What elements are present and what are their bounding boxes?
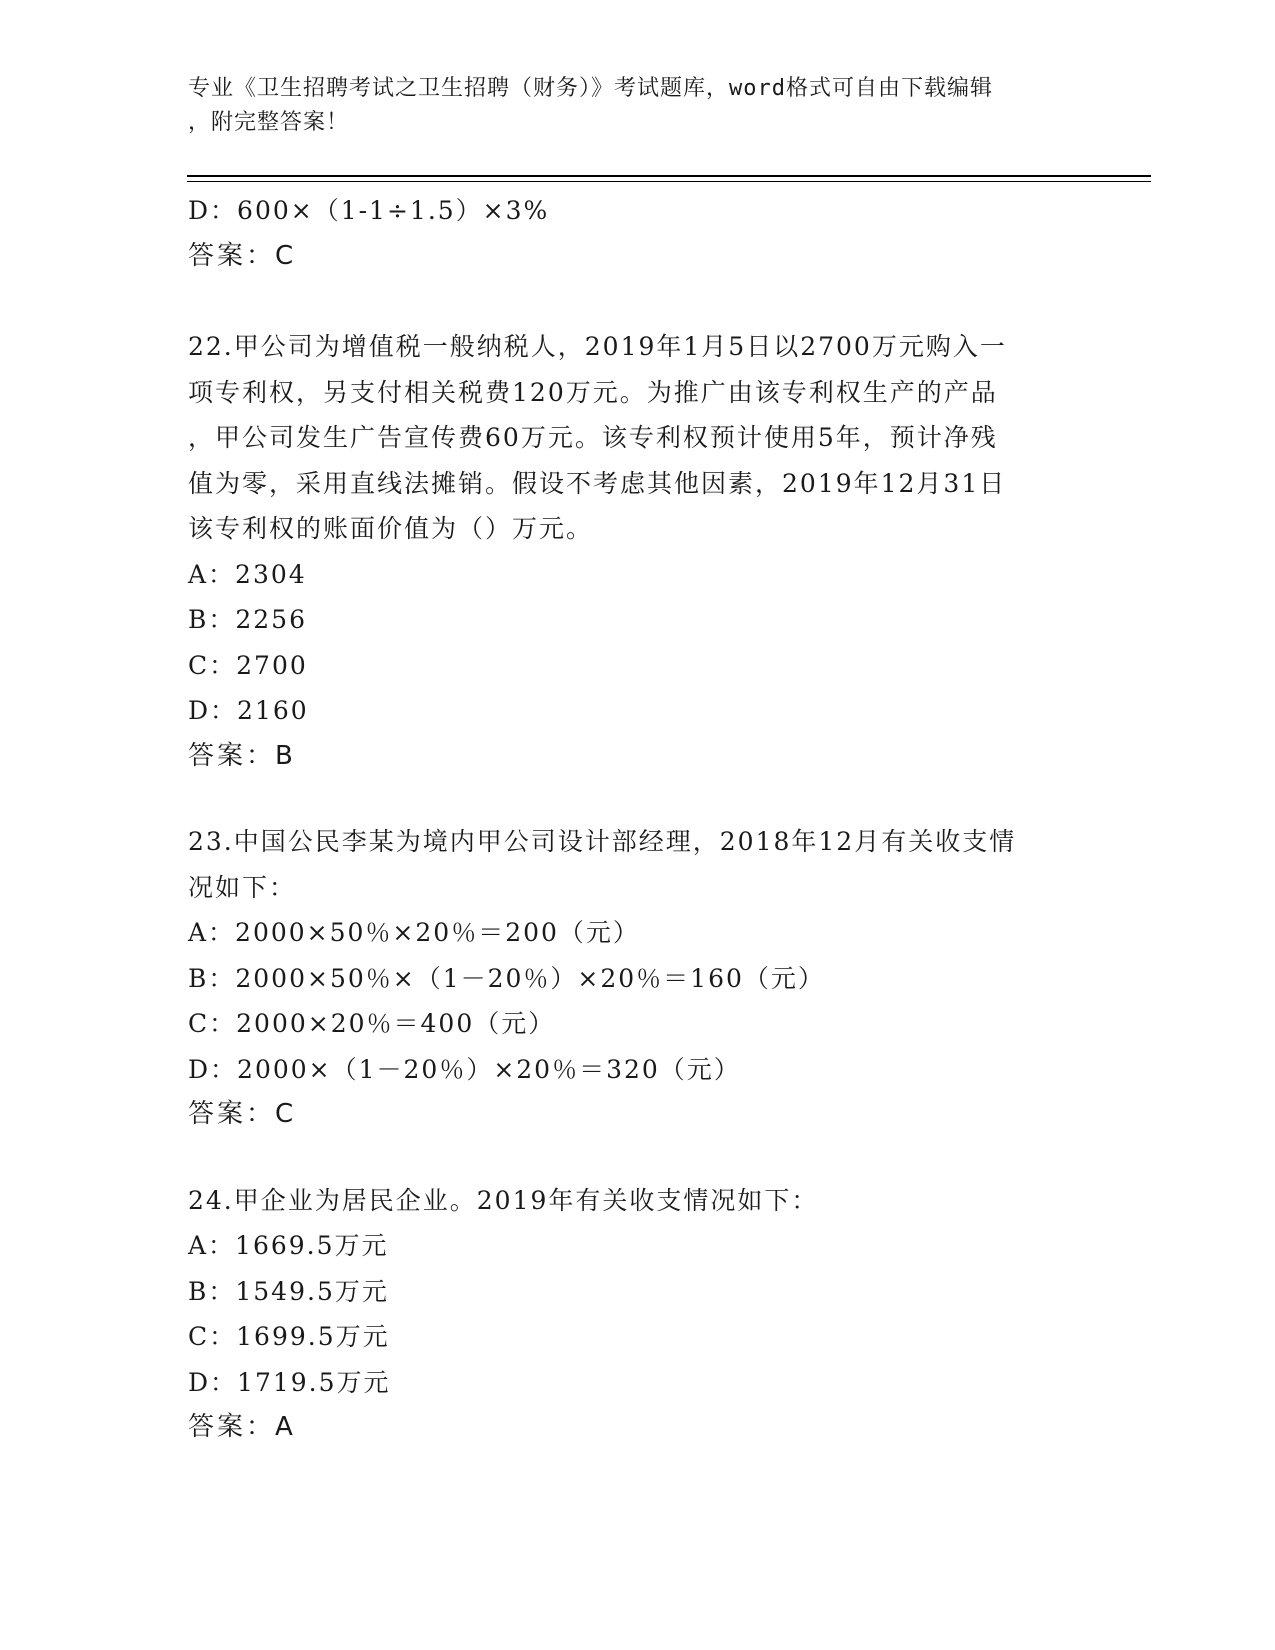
option-a: A：1669.5万元 <box>188 1231 389 1260</box>
question-23 <box>188 819 1088 1138</box>
option-b: B：2000×50％×（1－20％）×20％＝160（元） <box>188 963 825 993</box>
option-b: B：1549.5万元 <box>188 1276 389 1306</box>
question-stem: 况如下： <box>188 872 297 902</box>
question-stem: 项专利权，另支付相关税费120万元。为推广由该专利权生产的产品 <box>188 377 998 407</box>
header-line-1: 专业《卫生招聘考试之卫生招聘（财务）》考试题库，word格式可自由下载编辑 <box>188 76 993 101</box>
question-stem: 23.中国公民李某为境内甲公司设计部经理，2018年12月有关收支情 <box>188 827 1017 856</box>
option-c: C：2700 <box>188 650 308 680</box>
option-d: D：1719.5万元 <box>188 1367 391 1397</box>
spacer <box>188 279 1088 324</box>
question-stem: 22.甲公司为增值税一般纳税人，2019年1月5日以2700万元购入一 <box>188 332 1007 361</box>
header-rule-thin <box>187 181 1151 182</box>
option-d: D：2000×（1－20％）×20％＝320（元） <box>188 1054 741 1084</box>
header-rule-thick <box>187 175 1151 177</box>
question-stem: 值为零，采用直线法摊销。假设不考虑其他因素，2019年12月31日 <box>188 468 1007 498</box>
option-d: D：600×（1-1÷1.5）×3% <box>188 196 550 225</box>
document-body <box>188 188 1088 1451</box>
question-stem: ，甲公司发生广告宣传费60万元。该专利权预计使用5年，预计净残 <box>188 423 998 452</box>
question-stem: 该专利权的账面价值为（）万元。 <box>188 514 594 543</box>
option-a: A：2304 <box>188 559 307 589</box>
spacer <box>188 779 1088 819</box>
spacer <box>188 1138 1088 1178</box>
question-22 <box>188 324 1088 779</box>
option-c: C：1699.5万元 <box>188 1322 390 1351</box>
option-d: D：2160 <box>188 696 309 725</box>
question-24 <box>188 1178 1088 1451</box>
option-b: B：2256 <box>188 605 307 634</box>
answer: 答案：A <box>188 1412 296 1442</box>
answer: 答案：C <box>188 240 297 271</box>
answer: 答案：B <box>188 740 296 771</box>
option-c: C：2000×20％＝400（元） <box>188 1009 556 1038</box>
option-a: A：2000×50％×20％＝200（元） <box>188 918 640 947</box>
question-stem: 24.甲企业为居民企业。2019年有关收支情况如下： <box>188 1185 819 1215</box>
answer: 答案：C <box>188 1099 297 1129</box>
document-header <box>188 72 1088 140</box>
header-line-2: ，附完整答案！ <box>188 110 350 135</box>
